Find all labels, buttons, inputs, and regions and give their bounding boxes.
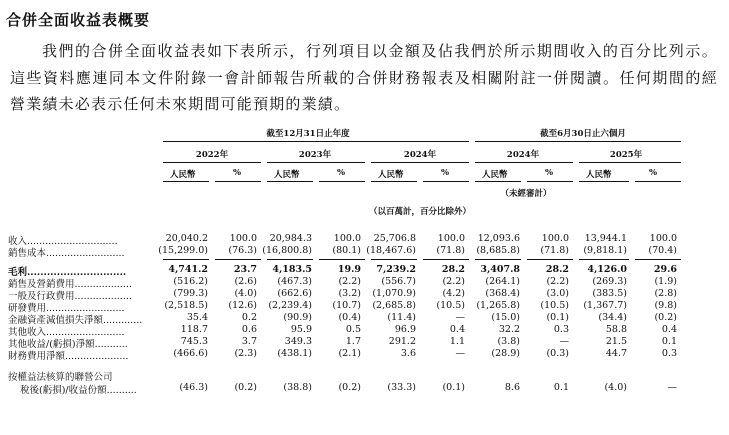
row-label: 其他收入..........................: [8, 327, 125, 338]
table-cell: (2.3): [234, 348, 257, 359]
table-cell: 95.9: [290, 324, 312, 335]
table-cell: (0.2): [338, 382, 361, 393]
col-pct-header: %: [233, 168, 242, 178]
table-cell: (2.8): [654, 288, 677, 299]
table-cell: (70.4): [648, 245, 677, 256]
table-cell: —: [455, 348, 465, 359]
subtotal-rule: [319, 259, 365, 260]
table-cell: (1.9): [654, 276, 677, 287]
sub-rule: [527, 181, 573, 182]
table-cell: (38.8): [283, 382, 312, 393]
table-cell: (15.0): [491, 312, 520, 323]
row-label: 按權益法核算的聯營公司: [8, 372, 113, 383]
col-rmb-header: 人民幣: [170, 170, 196, 180]
row-label: 其他收益/(虧損)淨額...........: [8, 339, 128, 350]
table-cell: (1,070.9): [372, 288, 416, 299]
table-cell: (2,518.5): [164, 300, 208, 311]
table-cell: 19.9: [337, 264, 361, 275]
table-cell: 35.4: [186, 312, 208, 323]
table-cell: (8,685.8): [476, 245, 520, 256]
col-rmb-header: 人民幣: [482, 170, 508, 180]
table-cell: (2,239.4): [268, 300, 312, 311]
year-rule: [163, 162, 261, 163]
table-cell: 96.9: [394, 324, 416, 335]
row-label: 稅後(虧損)/收益份額..........: [20, 385, 137, 396]
sub-rule: [371, 181, 417, 182]
unaudited-note: （未經審計）: [500, 189, 552, 199]
table-cell: (28.9): [491, 348, 520, 359]
table-cell: (438.1): [277, 348, 312, 359]
table-cell: (15,299.0): [158, 245, 208, 256]
table-cell: 4,741.2: [168, 264, 208, 275]
col-pct-header: %: [337, 168, 346, 178]
table-cell: (0.1): [546, 312, 569, 323]
table-cell: 100.0: [649, 233, 677, 244]
group-header-year: 截至12月31日止年度: [266, 129, 350, 139]
table-cell: (90.9): [283, 312, 312, 323]
table-cell: (80.1): [332, 245, 361, 256]
table-cell: (2.2): [442, 276, 465, 287]
table-cell: 100.0: [437, 233, 465, 244]
table-cell: 28.2: [545, 264, 569, 275]
table-cell: 12,093.6: [477, 233, 520, 244]
table-cell: (466.6): [173, 348, 208, 359]
row-label: 毛利..............................: [8, 267, 127, 278]
table-cell: (3.2): [338, 288, 361, 299]
table-cell: (71.8): [436, 245, 465, 256]
row-label: 財務費用淨額.....................: [8, 351, 129, 362]
table-cell: (0.3): [546, 348, 569, 359]
table-cell: (9,818.1): [583, 245, 627, 256]
year-rule: [371, 162, 469, 163]
table-cell: (0.2): [654, 312, 677, 323]
table-cell: (662.6): [277, 288, 312, 299]
group-rule-half: [475, 141, 681, 142]
table-cell: —: [559, 336, 569, 347]
table-cell: (2.1): [338, 348, 361, 359]
subtotal-rule: [371, 259, 417, 260]
year-rule: [579, 162, 681, 163]
table-cell: (16,800.8): [262, 245, 312, 256]
group-rule-year: [163, 141, 469, 142]
table-cell: 4,126.0: [587, 264, 627, 275]
year-header: 2025年: [609, 150, 643, 160]
sub-rule: [267, 181, 313, 182]
table-cell: 29.6: [653, 264, 677, 275]
table-cell: —: [667, 382, 677, 393]
table-cell: 0.1: [553, 382, 569, 393]
col-rmb-header: 人民幣: [586, 170, 612, 180]
group-header-half: 截至6月30日止六個月: [540, 129, 626, 139]
table-cell: 0.4: [661, 324, 677, 335]
col-rmb-header: 人民幣: [274, 170, 300, 180]
sub-rule: [579, 181, 629, 182]
intro-paragraph: 我們的合併全面收益表如下表所示，行列項目以金額及佔我們於所示期間收入的百分比列示。這些資料應連同本文件附錄一會計師報告所載的合併財務報表及相關附註一併閱讀。任何期間的經營業績未必表示任何未來期間可能預期的業績。: [10, 42, 718, 113]
table-cell: (2,685.8): [372, 300, 416, 311]
units-note: （以百萬計，百分比除外）: [368, 207, 472, 217]
sub-rule: [423, 181, 469, 182]
table-cell: 100.0: [229, 233, 257, 244]
table-cell: —: [455, 312, 465, 323]
table-cell: (1,265.8): [476, 300, 520, 311]
table-cell: 291.2: [388, 336, 416, 347]
year-header: 2024年: [403, 150, 437, 160]
year-rule: [267, 162, 365, 163]
col-pct-header: %: [545, 168, 554, 178]
year-rule: [475, 162, 573, 163]
row-label: 銷售及營銷費用...................: [8, 279, 132, 290]
table-cell: (46.3): [179, 382, 208, 393]
sub-rule: [319, 181, 365, 182]
table-cell: 4,183.5: [272, 264, 312, 275]
row-label: 收入..............................: [8, 236, 118, 247]
table-cell: 1.7: [345, 336, 361, 347]
table-cell: 20,040.2: [165, 233, 208, 244]
table-cell: 0.4: [449, 324, 465, 335]
subtotal-rule: [163, 259, 209, 260]
table-cell: (2.2): [546, 276, 569, 287]
table-cell: 3.7: [241, 336, 257, 347]
table-cell: 28.2: [441, 264, 465, 275]
row-label: 金融資產減值損失淨額.............: [8, 315, 143, 326]
year-header: 2023年: [298, 150, 332, 160]
sub-rule: [635, 181, 681, 182]
row-label: 一般及行政費用...................: [8, 291, 132, 302]
table-cell: 3.6: [400, 348, 416, 359]
table-cell: 0.6: [241, 324, 257, 335]
table-cell: (264.1): [485, 276, 520, 287]
table-cell: (556.7): [381, 276, 416, 287]
table-cell: 745.3: [180, 336, 208, 347]
table-cell: (34.4): [598, 312, 627, 323]
table-cell: (1,367.7): [583, 300, 627, 311]
table-cell: 0.3: [553, 324, 569, 335]
table-cell: 100.0: [541, 233, 569, 244]
table-cell: 0.1: [661, 336, 677, 347]
subtotal-rule: [527, 259, 573, 260]
table-cell: (516.2): [173, 276, 208, 287]
table-cell: (33.3): [387, 382, 416, 393]
row-label: 研發費用..........................: [8, 303, 125, 314]
sub-rule: [215, 181, 261, 182]
table-cell: (76.3): [228, 245, 257, 256]
table-cell: 100.0: [333, 233, 361, 244]
table-cell: (10.7): [332, 300, 361, 311]
table-cell: 20,984.3: [269, 233, 312, 244]
table-cell: 25,706.8: [373, 233, 416, 244]
table-cell: (4.2): [442, 288, 465, 299]
year-header: 2022年: [195, 150, 229, 160]
table-cell: (4.0): [234, 288, 257, 299]
year-header: 2024年: [506, 150, 540, 160]
table-cell: 44.7: [605, 348, 627, 359]
table-cell: (269.3): [592, 276, 627, 287]
table-cell: 21.5: [605, 336, 627, 347]
table-cell: 32.2: [498, 324, 520, 335]
subtotal-rule: [215, 259, 261, 260]
table-cell: (0.2): [234, 382, 257, 393]
subtotal-rule: [475, 259, 521, 260]
table-cell: (3.8): [497, 336, 520, 347]
col-pct-header: %: [649, 168, 658, 178]
table-cell: (0.4): [338, 312, 361, 323]
table-cell: 0.5: [345, 324, 361, 335]
table-cell: (3.0): [546, 288, 569, 299]
table-cell: (4.0): [604, 382, 627, 393]
table-cell: 1.1: [449, 336, 465, 347]
table-cell: (0.1): [442, 382, 465, 393]
table-cell: (467.3): [277, 276, 312, 287]
table-cell: (2.6): [234, 276, 257, 287]
table-cell: (11.4): [387, 312, 416, 323]
table-cell: (2.2): [338, 276, 361, 287]
col-pct-header: %: [441, 168, 450, 178]
table-cell: (368.4): [485, 288, 520, 299]
table-cell: (10.5): [540, 300, 569, 311]
table-cell: 58.8: [605, 324, 627, 335]
table-cell: 0.3: [661, 348, 677, 359]
table-cell: (799.3): [173, 288, 208, 299]
table-cell: (71.8): [540, 245, 569, 256]
table-cell: (10.5): [436, 300, 465, 311]
page-title: 合併全面收益表概要: [6, 11, 151, 29]
table-cell: 118.7: [180, 324, 208, 335]
subtotal-rule: [267, 259, 313, 260]
table-cell: 3,407.8: [480, 264, 520, 275]
table-cell: (9.8): [654, 300, 677, 311]
table-cell: 349.3: [284, 336, 312, 347]
col-rmb-header: 人民幣: [378, 170, 404, 180]
subtotal-rule: [635, 259, 681, 260]
sub-rule: [163, 181, 209, 182]
table-cell: (383.5): [592, 288, 627, 299]
table-cell: (12.6): [228, 300, 257, 311]
table-cell: 0.2: [241, 312, 257, 323]
table-cell: 23.7: [233, 264, 257, 275]
table-cell: 13,944.1: [584, 233, 627, 244]
subtotal-rule: [579, 259, 629, 260]
table-cell: 7,239.2: [376, 264, 416, 275]
sub-rule: [475, 181, 521, 182]
subtotal-rule: [423, 259, 469, 260]
table-cell: 8.6: [504, 382, 520, 393]
row-label: 銷售成本..........................: [8, 248, 125, 259]
table-cell: (18,467.6): [366, 245, 416, 256]
